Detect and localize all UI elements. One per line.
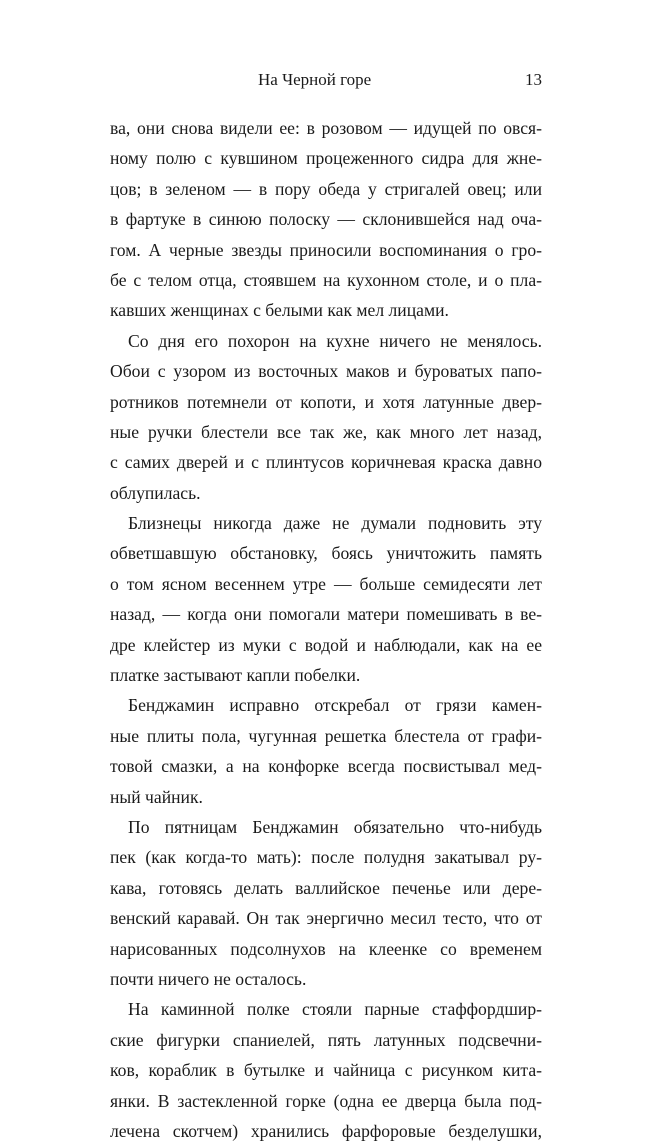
text-line: с самих дверей и с плинтусов коричневая краска давно xyxy=(110,452,542,473)
running-title: На Черной горе xyxy=(258,70,372,89)
text-line: в фартуке в синюю полоску — склонившейся над оча- xyxy=(110,209,542,230)
text-line: венский каравай. Он так энергично месил тесто, что от xyxy=(110,908,542,929)
text-line: дре клейстер из муки с водой и наблюдали, как на ее xyxy=(110,634,542,655)
text-line: ные ручки блестели все так же, как много лет назад, xyxy=(110,421,542,442)
text-line: ва, они снова видели ее: в розовом — идущей по овся- xyxy=(110,118,542,138)
text-line: Со дня его похорон на кухне ничего не менялось. xyxy=(128,330,542,351)
text-line: товой смазки, а на конфорке всегда посвистывал мед- xyxy=(110,756,542,777)
text-line: Близнецы никогда даже не думали подновить эту xyxy=(128,513,542,534)
text-line: назад, — когда они помогали матери помешивать в ве- xyxy=(110,604,542,625)
text-line: о том ясном весеннем утре — больше семидесяти лет xyxy=(110,573,542,594)
text-line: почти ничего не осталось. xyxy=(110,968,307,989)
text-line: лечена скотчем) хранились фарфоровые безделушки, xyxy=(110,1120,542,1141)
text-line: ному полю с кувшином процеженного сидра для жне- xyxy=(110,148,542,169)
text-line: Обои с узором из восточных маков и буроватых папо- xyxy=(110,361,542,382)
text-line: ный чайник. xyxy=(110,786,203,807)
text-line: ков, кораблик в бутылке и чайница с рисунком кита- xyxy=(110,1060,542,1081)
text-line: кава, готовясь делать валлийское печенье или дере- xyxy=(110,877,542,898)
text-line: нарисованных подсолнухов на клеенке со временем xyxy=(110,938,542,959)
text-line: янки. В застекленной горке (одна ее дверца была под- xyxy=(110,1090,542,1111)
text-line: обветшавшую обстановку, боясь уничтожить память xyxy=(110,543,542,564)
body-text xyxy=(110,113,542,1146)
text-line: По пятницам Бенджамин обязательно что-нибудь xyxy=(128,816,542,837)
text-line: кавших женщинах с белыми как мел лицами. xyxy=(110,300,449,321)
page-number: 13 xyxy=(525,70,542,89)
text-line: На каминной полке стояли парные стаффордшир- xyxy=(128,999,542,1020)
text-line: бе с телом отца, стоявшем на кухонном столе, и о пла- xyxy=(110,269,542,290)
page-header xyxy=(110,70,542,100)
text-line: платке застывают капли побелки. xyxy=(110,665,361,686)
text-line: гом. А черные звезды приносили воспоминания о гро- xyxy=(110,239,542,260)
text-line: ские фигурки спаниелей, пять латунных подсвечни- xyxy=(110,1029,542,1050)
text-line: пек (как когда-то мать): после полудня закатывал ру- xyxy=(110,847,542,868)
text-line: Бенджамин исправно отскребал от грязи камен- xyxy=(128,695,542,716)
text-line: цов; в зеленом — в пору обеда у стригалей овец; или xyxy=(110,178,542,199)
text-line: ные плиты пола, чугунная решетка блестела от графи- xyxy=(110,725,542,746)
text-line: ротников потемнели от копоти, и хотя латунные двер- xyxy=(110,391,542,412)
text-line: облупилась. xyxy=(110,482,201,503)
